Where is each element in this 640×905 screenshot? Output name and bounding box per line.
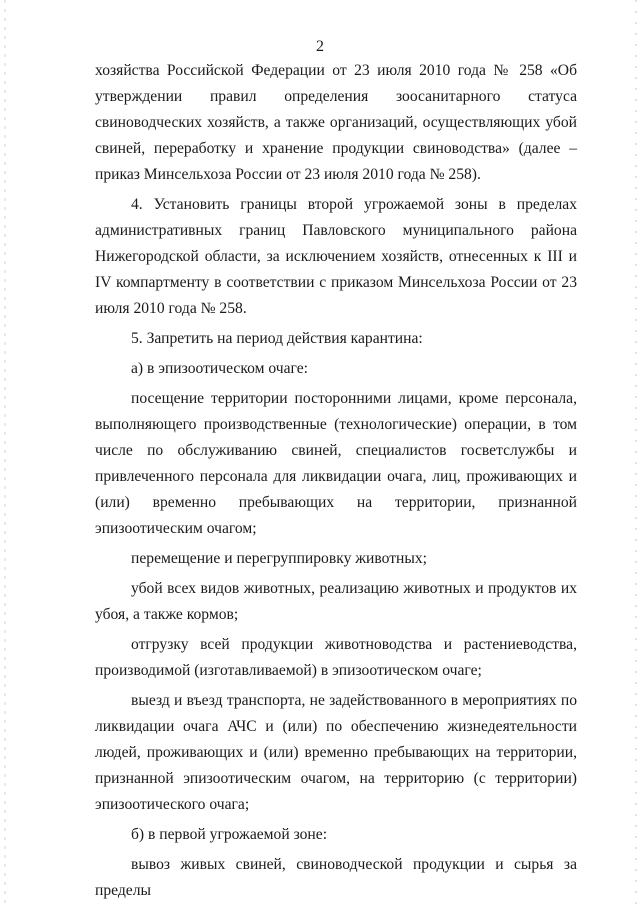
page-number: 2 <box>316 38 324 55</box>
restriction-slaughter: убой всех видов животных, реализацию животных и продуктов их убоя, а также кормов; <box>95 580 577 623</box>
restriction-shipment: отгрузку всей продукции животноводства и растениеводства, производимой (изготавливаемой) в эпизоотическом очаге; <box>95 636 577 679</box>
restriction-visiting: посещение территории посторонними лицами, кроме персонала, выполняющего производственные (технологические) операции, в том числе по обслуживанию свиней, специалистов госветслужбы и привлеченного персонала для ликвидации очага, лиц, проживающих и (или) временно пребывающих на территории, признанной эпизоотическим очагом; <box>95 390 577 537</box>
paragraph-item-5: 5. Запретить на период действия карантина: <box>131 330 423 347</box>
restriction-movement: перемещение и перегруппировку животных; <box>131 550 427 567</box>
scan-edge-left <box>4 0 6 905</box>
restriction-export: вывоз живых свиней, свиноводческой продукции и сырья за пределы <box>95 856 577 899</box>
subitem-b: б) в первой угрожаемой зоне: <box>131 826 328 843</box>
restriction-transport: выезд и въезд транспорта, не задействованного в мероприятиях по ликвидации очага АЧС и (или) по обеспечению жизнедеятельности людей, проживающих и (или) временно пребывающих на территории, признанной эпизоотическим очагом, на территорию (с территории) эпизоотического очага; <box>95 692 577 813</box>
paragraph-continuation: хозяйства Российской Федерации от 23 июля 2010 года № 258 «Об утверждении правил определения зоосанитарного статуса свиноводческих хозяйств, а также организаций, осуществляющих убой свиней, переработку и хранение продукции свиноводства» (далее – приказ Минсельхоза России от 23 июля 2010 года № 258). <box>95 62 577 183</box>
document-body <box>95 58 577 904</box>
subitem-a: а) в эпизоотическом очаге: <box>131 360 308 377</box>
scan-edge-right <box>635 0 637 905</box>
paragraph-item-4: 4. Установить границы второй угрожаемой зоны в пределах административных границ Павловского муниципального района Нижегородской области, за исключением хозяйств, отнесенных к III и IV компартменту в соответствии с приказом Минсельхоза России от 23 июля 2010 года № 258. <box>95 196 577 317</box>
